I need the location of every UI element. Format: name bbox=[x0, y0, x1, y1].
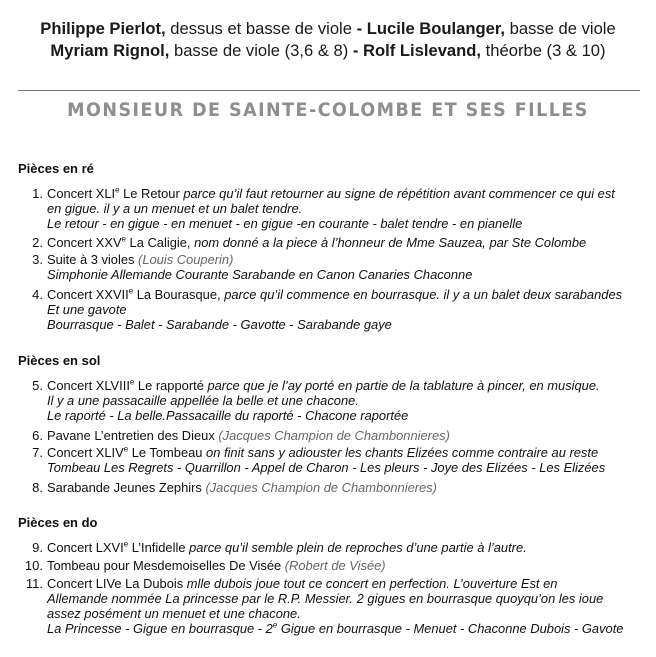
track-number: 1. bbox=[32, 186, 43, 201]
track-name: Le Tombeau bbox=[128, 445, 207, 460]
track-number: 3. bbox=[32, 252, 43, 267]
performer-name: Rolf Lislevand, bbox=[363, 41, 482, 60]
section-heading-do: Pièces en do bbox=[18, 515, 98, 530]
track-note: parce qu’il semble plein de reproches d’une partie à l’autre. bbox=[189, 540, 527, 555]
album-title: MONSIEUR DE SAINTE-COLOMBE ET SES FILLES bbox=[67, 99, 589, 121]
track-title: Concert XXVII bbox=[47, 287, 129, 302]
track-name: La Caligie, bbox=[125, 235, 195, 250]
track-movements: Le retour - en gigue - en menuet - en gigue -en courante - balet tendre - en pianelle bbox=[47, 216, 523, 231]
track-movements-part: Gigue en bourrasque - Menuet - Chaconne Dubois - Gavote bbox=[277, 621, 624, 636]
track-title: Sarabande Jeunes Zephirs bbox=[47, 480, 206, 495]
track-title-sup: e bbox=[123, 444, 129, 454]
track-attribution: (Louis Couperin) bbox=[138, 252, 234, 267]
section-heading-re: Pièces en ré bbox=[18, 161, 94, 176]
track-name: L’Infidelle bbox=[128, 540, 190, 555]
track-number: 4. bbox=[32, 287, 43, 302]
performer-name: Myriam Rignol, bbox=[50, 41, 170, 60]
track-body bbox=[47, 558, 656, 573]
track-title-sup: e bbox=[121, 234, 126, 244]
track-note: mlle dubois joue tout ce concert en perfection. L’ouverture Est en bbox=[186, 576, 558, 591]
track-title: Tombeau pour Mesdemoiselles De Visée bbox=[47, 558, 285, 573]
track-note: on finit sans y adiouster les chants Elizées comme contraire au reste bbox=[206, 445, 599, 460]
track-title: Concert XXV bbox=[47, 235, 122, 250]
track-title: Pavane L’entretien des Dieux bbox=[47, 428, 219, 443]
performer-name: Philippe Pierlot, bbox=[40, 19, 166, 38]
track-number: 2. bbox=[32, 235, 43, 250]
track-movements bbox=[47, 621, 652, 636]
divider-rule bbox=[18, 90, 640, 91]
track-title: Concert LXVI bbox=[47, 540, 124, 555]
performers-line-1 bbox=[8, 18, 648, 40]
track-note-continued: assez posément un menuet et une chacone. bbox=[47, 606, 301, 621]
track-attribution: (Jacques Champion de Chambonnieres) bbox=[205, 480, 437, 495]
track-body bbox=[47, 576, 656, 636]
performer-separator: - bbox=[356, 19, 367, 38]
section-heading-sol: Pièces en sol bbox=[18, 353, 101, 368]
performer-role: basse de viole (3,6 & 8) bbox=[169, 41, 353, 60]
track-title-sup: e bbox=[115, 185, 120, 195]
performer-role: basse de viole bbox=[505, 19, 616, 38]
track-note: parce qu’il faut retourner au signe de répétition avant commencer ce qui est bbox=[183, 186, 615, 201]
track-title: Concert XLVIII bbox=[47, 378, 130, 393]
performer-separator: - bbox=[352, 41, 364, 60]
track-title: Concert LIVe La Dubois bbox=[47, 576, 187, 591]
track-attribution: (Robert de Visée) bbox=[284, 558, 386, 573]
track-note: nom donné a la piece à l’honneur de Mme Sauzea, par Ste Colombe bbox=[194, 235, 587, 250]
performer-role: théorbe (3 & 10) bbox=[481, 41, 606, 60]
track-body bbox=[47, 186, 656, 231]
track-note-continued: Et une gavote bbox=[47, 302, 127, 317]
track-movements: Bourrasque - Balet - Sarabande - Gavotte - Sarabande gaye bbox=[47, 317, 392, 332]
performer-role: dessus et basse de viole bbox=[165, 19, 357, 38]
track-body bbox=[47, 235, 656, 250]
track-attribution: (Jacques Champion de Chambonnieres) bbox=[218, 428, 450, 443]
track-body bbox=[47, 480, 656, 495]
track-body bbox=[47, 540, 656, 555]
track-number: 9. bbox=[32, 540, 43, 555]
track-note-continued: Allemande nommée La princesse par le R.P. Messier. 2 gigues en bourrasque quoyqu’on les ioue bbox=[47, 591, 604, 606]
track-note: parce qu’il commence en bourrasque. il y a un balet deux sarabandes bbox=[224, 287, 623, 302]
track-body bbox=[47, 252, 656, 282]
performers-line-2 bbox=[8, 40, 648, 62]
track-body bbox=[47, 378, 656, 423]
track-number: 11. bbox=[25, 576, 43, 591]
track-movements-sup: e bbox=[272, 620, 278, 630]
track-number: 8. bbox=[32, 480, 43, 495]
track-number: 7. bbox=[32, 445, 43, 460]
track-title-sup: e bbox=[128, 286, 134, 296]
track-body bbox=[47, 287, 656, 332]
track-name: Le rapporté bbox=[134, 378, 208, 393]
performer-name: Lucile Boulanger, bbox=[366, 19, 506, 38]
track-movements: Tombeau Les Regrets - Quarrillon - Appel de Charon - Les pleurs - Joye des Elizées - Les Elizées bbox=[47, 460, 606, 475]
track-body bbox=[47, 445, 656, 475]
track-title: Concert XLIV bbox=[47, 445, 124, 460]
track-title-sup: e bbox=[123, 539, 129, 549]
track-name: La Bourasque, bbox=[133, 287, 225, 302]
performers-credit bbox=[0, 18, 656, 62]
track-movements: Le raporté - La belle.Passacaille du raporté - Chacone raportée bbox=[47, 408, 409, 423]
track-number: 10. bbox=[24, 558, 43, 573]
track-note: parce que je l’ay porté en partie de la tablature à pincer, en musique. bbox=[207, 378, 600, 393]
track-title: Concert XLI bbox=[47, 186, 116, 201]
track-number: 5. bbox=[32, 378, 43, 393]
track-title: Suite à 3 violes bbox=[47, 252, 139, 267]
track-name: Le Retour bbox=[119, 186, 184, 201]
track-movements: Simphonie Allemande Courante Sarabande en Canon Canaries Chaconne bbox=[47, 267, 473, 282]
track-note-continued: en gigue. il y a un menuet et un balet tendre. bbox=[47, 201, 303, 216]
track-body bbox=[47, 428, 656, 443]
track-number: 6. bbox=[32, 428, 43, 443]
track-movements-part: La Princesse - Gigue en bourrasque - 2 bbox=[47, 621, 273, 636]
track-note-continued: Il y a une passacaille appellée la belle et une chacone. bbox=[47, 393, 359, 408]
track-title-sup: e bbox=[129, 377, 135, 387]
